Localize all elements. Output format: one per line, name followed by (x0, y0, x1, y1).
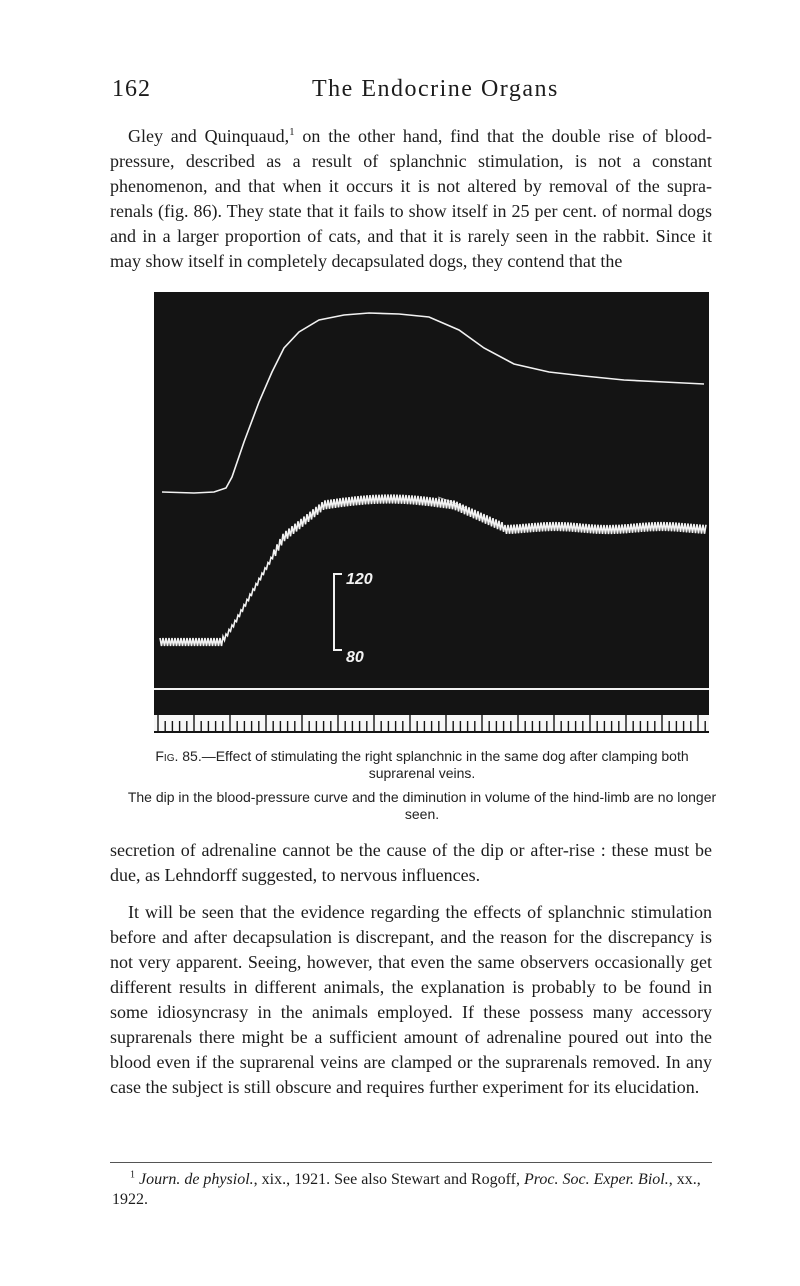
scale-label-120: 120 (346, 571, 373, 588)
paragraph-rest: on the other hand, find that the double rise of blood-pressure, described as a result of splanchnic stimulation, is not a constant phenomenon, and that when it occurs it is not altered by removal of the supra-renals (fig. 86). They state that it fails to show itself in 25 per cent. of normal dogs and in a larger proportion of cats, and that it is rarely seen in the rabbit. Since it may show itself in completely decapsulated dogs, they contend that the (110, 126, 712, 271)
footnote-second-details: , xx., 1922. (112, 1171, 701, 1208)
footnote-journal: Journ. de physiol. (139, 1171, 254, 1188)
blood-pressure-trace (160, 495, 706, 647)
footnote (112, 1170, 712, 1210)
paragraph-evidence: It will be seen that the evidence regarding the effects of splanchnic stimulation before and after decapsulation is discrepant, and the reason for the discrepancy is not very apparent. Seeing, however, that even the same observers occasionally get different results in different animals, the explanation is probably to be found in some idiosyncrasy in the animals employed. If these possess many accessory suprarenals there might be a sufficient amount of adrenaline poured out into the blood even if the suprarenal veins are clamped or the suprarenals removed. In any case the subject is still obscure and requires further experiment for its elucidation. (110, 902, 712, 1097)
figure-caption-text: —Effect of stimulating the right splanchnic in the same dog after clamping both suprarenal veins. (201, 748, 689, 781)
figure-caption-note: The dip in the blood-pressure curve and the diminution in volume of the hind-limb are no longer seen. (127, 789, 717, 822)
figure-label: Fig. 85. (155, 748, 202, 764)
kymograph-tracing (154, 292, 709, 733)
running-head: The Endocrine Organs (312, 76, 559, 102)
figure-caption (122, 748, 722, 782)
paragraph-start: Gley and Quinquaud, (128, 126, 290, 146)
footnote-second-journal: Proc. Soc. Exper. Biol. (524, 1171, 669, 1188)
page-number: 162 (112, 76, 151, 102)
footnote-reference[interactable]: 1 (289, 126, 295, 138)
paragraph-secretion: secretion of adrenaline cannot be the cause of the dip or after-rise : these must be due, as Lehndorff suggested, to nervous influences. (110, 840, 712, 885)
blood-pressure-tracing-figure (154, 292, 709, 733)
paragraph-double-rise (110, 124, 712, 274)
limb-volume-trace (162, 313, 704, 493)
pressure-scale-bracket (334, 574, 342, 650)
footnote-journal-details: , xix., 1921. See also Stewart and Rogoff, (253, 1171, 524, 1188)
scale-label-80: 80 (346, 649, 364, 666)
footnote-divider (110, 1162, 712, 1163)
footnote-marker: 1 (130, 1169, 135, 1181)
